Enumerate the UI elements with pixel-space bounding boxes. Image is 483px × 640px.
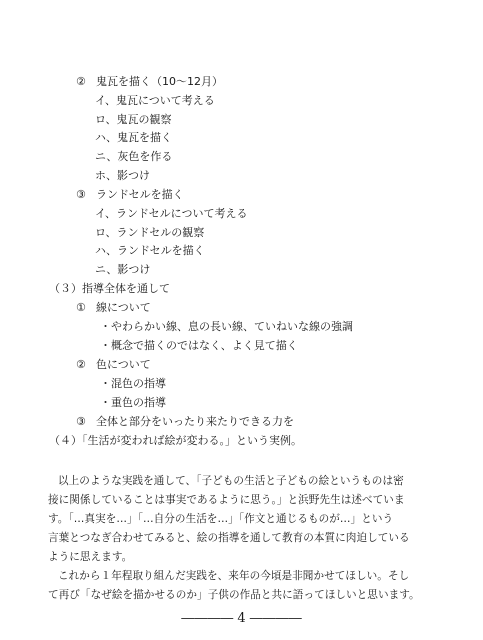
guidance-whole-title: 全体と部分をいったり来たりできる力を <box>96 415 294 428</box>
example-heading: （４）「生活が変われば絵が変わる。」という実例。 <box>49 434 302 447</box>
page-number: 4 <box>237 611 246 626</box>
footer-rule-left: ―――― <box>181 611 234 626</box>
guidance-line-bullet: ・概念で描くのではなく、よく見て描く <box>100 339 298 352</box>
section-2-item: ホ、影つけ <box>95 169 150 182</box>
guidance-line-bullet: ・やわらかい線、息の長い線、ていねいな線の強調 <box>100 320 353 333</box>
section-3-title: ランドセルを描く <box>96 188 184 201</box>
body-paragraph-line: て再び「なぜ絵を描かせるのか」子供の作品と共に語ってほしいと思います。 <box>48 589 420 601</box>
body-paragraph-line: これから１年程取り組んだ実践を、来年の今頃是非聞かせてほしい。そし <box>58 570 410 582</box>
guidance-heading: （３）指導全体を通して <box>49 282 170 295</box>
body-paragraph-line: 言葉とつなぎ合わせてみると、絵の指導を通して教育の本質に肉迫している <box>48 532 410 544</box>
section-3-item: ハ、ランドセルを描く <box>95 244 205 257</box>
body-paragraph-line: 接に関係していることは事実であるように思う。」と浜野先生は述べていま <box>48 494 405 506</box>
section-2-item: ニ、灰色を作る <box>95 150 173 163</box>
guidance-color-bullet: ・混色の指導 <box>100 377 166 390</box>
section-3-heading <box>76 189 184 200</box>
section-2-item: イ、鬼瓦について考える <box>95 94 215 107</box>
guidance-line-marker: ① <box>76 301 86 314</box>
guidance-whole-heading <box>76 416 294 427</box>
guidance-line-title: 線について <box>96 301 151 314</box>
guidance-whole-marker: ③ <box>76 415 86 428</box>
footer-rule-right: ―――― <box>249 611 302 626</box>
page-number-footer <box>0 612 483 625</box>
section-2-item: ハ、鬼瓦を描く <box>95 131 172 144</box>
section-2-item: ロ、鬼瓦の観察 <box>95 113 172 126</box>
section-3-marker: ③ <box>76 188 86 201</box>
section-2-title: 鬼瓦を描く（10～12月） <box>96 75 223 88</box>
guidance-color-title: 色について <box>96 358 151 371</box>
section-3-item: イ、ランドセルについて考える <box>95 207 248 220</box>
guidance-line-heading <box>76 302 151 313</box>
section-2-heading <box>76 76 223 87</box>
body-paragraph-line: 以上のような実践を通して、「子どもの生活と子どもの絵というものは密 <box>58 475 404 487</box>
section-3-item: ロ、ランドセルの観察 <box>95 226 205 239</box>
guidance-color-heading <box>76 359 151 370</box>
section-3-item: ニ、影つけ <box>95 263 151 276</box>
section-2-marker: ② <box>76 75 86 88</box>
guidance-color-marker: ② <box>76 358 86 371</box>
body-paragraph-line: す。「…真実を…」「…自分の生活を…」「作文と通じるものが…」という <box>48 513 394 525</box>
body-paragraph-line: ように思えます。 <box>48 551 133 563</box>
guidance-color-bullet: ・重色の指導 <box>100 396 166 409</box>
